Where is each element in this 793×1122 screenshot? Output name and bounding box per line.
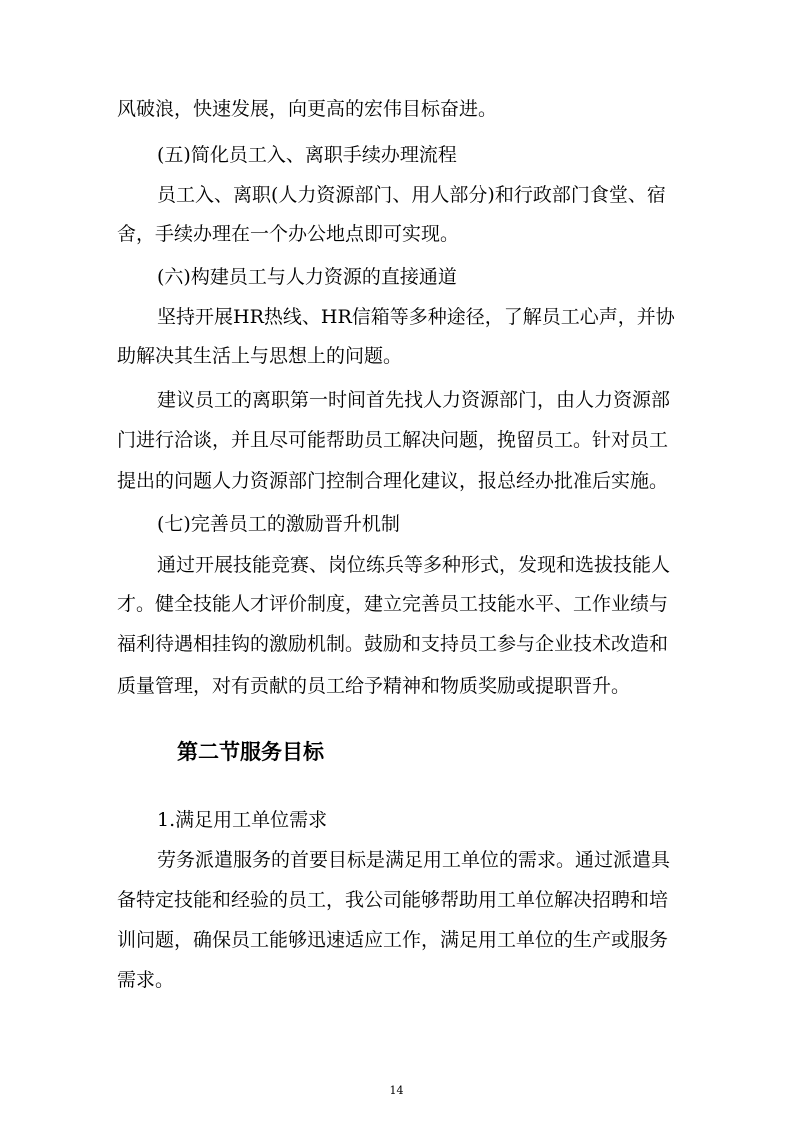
paragraph-line: 门进行洽谈，并且尽可能帮助员工解决问题，挽留员工。针对员工 bbox=[117, 429, 669, 451]
paragraph-line: 训问题，确保员工能够迅速适应工作，满足用工单位的生产或服务 bbox=[117, 929, 669, 951]
paragraph-line: 福利待遇相挂钩的激励机制。鼓励和支持员工参与企业技术改造和 bbox=[117, 633, 669, 655]
paragraph-line: 质量管理，对有贡献的员工给予精神和物质奖励或提职晋升。 bbox=[117, 675, 631, 697]
page-number: 14 bbox=[389, 1084, 404, 1097]
paragraph-line: 坚持开展HR热线、HR信箱等多种途径，了解员工心声，并协 bbox=[157, 306, 675, 328]
paragraph-line: 通过开展技能竞赛、岗位练兵等多种形式，发现和选拔技能人 bbox=[157, 554, 671, 576]
subheading-five: (五)简化员工入、离职手续办理流程 bbox=[157, 144, 457, 166]
subsection-title: 1.满足用工单位需求 bbox=[157, 809, 328, 831]
paragraph-line: 员工入、离职(人力资源部门、用人部分)和行政部门食堂、宿 bbox=[157, 184, 666, 206]
paragraph-line: 备特定技能和经验的员工，我公司能够帮助用工单位解决招聘和培 bbox=[117, 889, 669, 911]
paragraph-line: 风破浪，快速发展，向更高的宏伟目标奋进。 bbox=[117, 98, 498, 120]
paragraph-line: 助解决其生活上与思想上的问题。 bbox=[117, 345, 403, 367]
subheading-seven: (七)完善员工的激励晋升机制 bbox=[157, 513, 400, 535]
paragraph-line: 提出的问题人力资源部门控制合理化建议，报总经办批准后实施。 bbox=[117, 470, 669, 492]
paragraph-line: 舍，手续办理在一个办公地点即可实现。 bbox=[117, 223, 460, 245]
paragraph-line: 才。健全技能人才评价制度，建立完善员工技能水平、工作业绩与 bbox=[117, 593, 669, 615]
paragraph-line: 建议员工的离职第一时间首先找人力资源部门，由人力资源部 bbox=[157, 389, 671, 411]
paragraph-line: 劳务派遣服务的首要目标是满足用工单位的需求。通过派遣具 bbox=[157, 849, 671, 871]
section-heading: 第二节服务目标 bbox=[177, 739, 324, 764]
paragraph-line: 需求。 bbox=[117, 969, 175, 991]
subheading-six: (六)构建员工与人力资源的直接通道 bbox=[157, 266, 457, 288]
